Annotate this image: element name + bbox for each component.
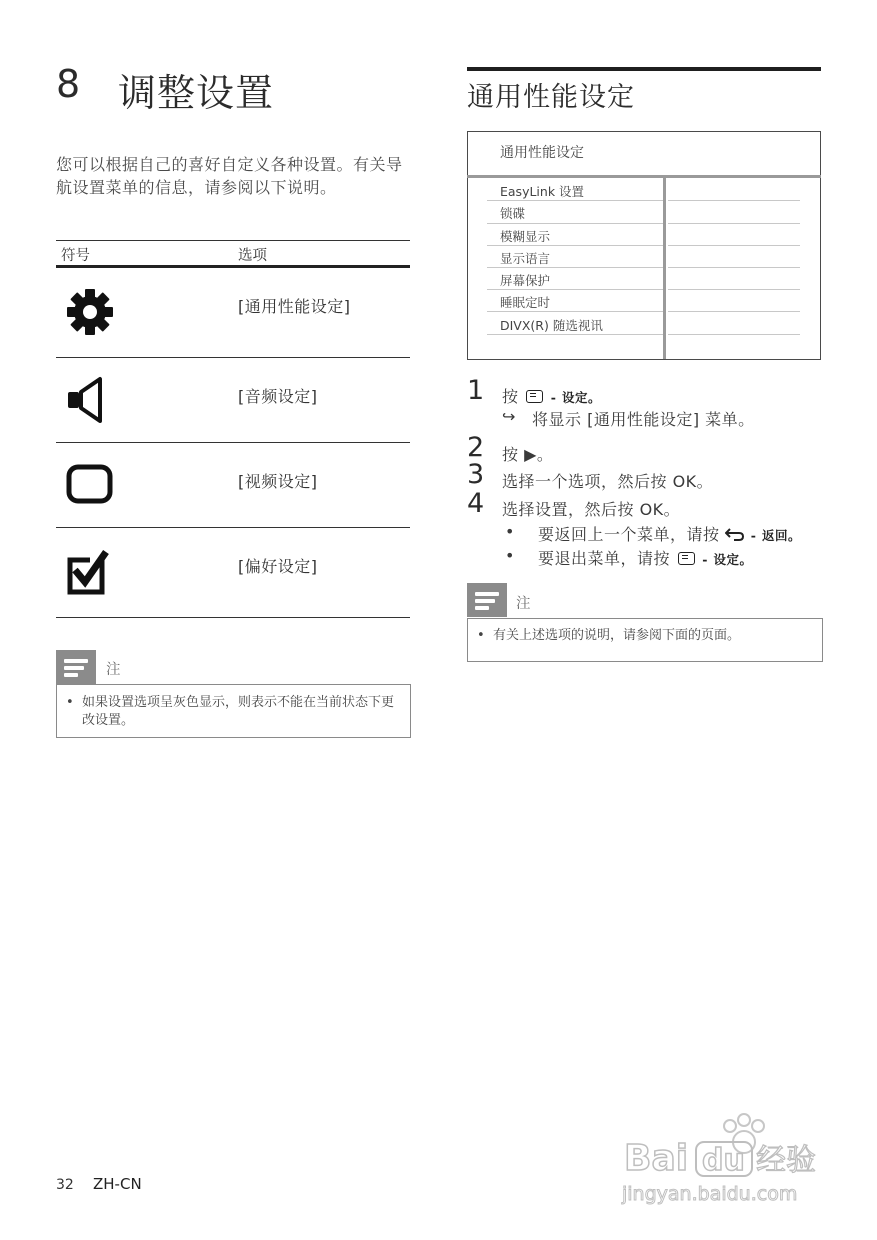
bullet-text: 要返回上一个菜单，请按 - 返回。 [538, 525, 802, 544]
baidu-watermark-logo [620, 1108, 830, 1208]
note-text: 如果设置选项呈灰色显示，则表示不能在当前状态下更改设置。 [82, 695, 395, 728]
menu-item-divx-vod: DIVX(R) 随选视讯 [500, 318, 603, 333]
chapter-title: 调整设置 [118, 71, 275, 115]
bullet-text: 要退出菜单，请按 - 设定。 [538, 549, 753, 568]
menu-item-dim-display: 模糊显示 [500, 229, 551, 244]
menu-item-easylink: EasyLink 设置 [500, 184, 585, 199]
step-number: 3 [467, 459, 485, 490]
section-top-rule [467, 67, 821, 71]
row-divider [56, 442, 410, 443]
chapter-number: 8 [56, 62, 81, 106]
step-text: 选择一个选项，然后按 OK。 [502, 472, 714, 491]
result-arrow-icon: ↪ [502, 407, 516, 426]
menu-item-sleep-timer: 睡眠定时 [500, 295, 551, 310]
note-icon [56, 650, 96, 684]
step-text: 选择设置，然后按 OK。 [502, 500, 681, 519]
menu-item-screensaver: 屏幕保护 [500, 273, 551, 288]
table-header-rule [56, 265, 410, 268]
note-bullet: • [66, 695, 74, 710]
svg-text:经验: 经验 [756, 1143, 816, 1178]
table-bottom-rule [56, 617, 410, 618]
menu-key-icon [526, 390, 543, 403]
speaker-icon [66, 376, 114, 424]
intro-paragraph: 您可以根据自己的喜好自定义各种设置。有关导航设置菜单的信息，请参阅以下说明。 [56, 155, 403, 197]
step-text: 按 ▶。 [502, 445, 554, 464]
option-preference: [偏好设定] [238, 557, 318, 576]
bullet: • [505, 546, 515, 565]
option-general: [通用性能设定] [238, 297, 351, 316]
checkbox-icon [66, 548, 114, 596]
table-header-option: 选项 [238, 248, 267, 264]
step-result: 将显示 [通用性能设定] 菜单。 [532, 410, 755, 429]
option-video: [视频设定] [238, 472, 318, 491]
option-audio: [音频设定] [238, 387, 318, 406]
step-number: 1 [467, 375, 485, 406]
table-header-symbol: 符号 [61, 248, 90, 264]
back-icon [725, 527, 745, 541]
step-text: 按 - 设定。 [502, 387, 602, 406]
note-icon [467, 583, 507, 617]
step-number: 2 [467, 432, 485, 463]
note-label: 注 [516, 596, 531, 612]
menu-item-disc-lock: 锁碟 [500, 206, 526, 221]
note-bullet: • [477, 628, 485, 643]
menu-column-separator [663, 178, 666, 359]
menu-item-language: 显示语言 [500, 251, 551, 266]
screen-icon [66, 461, 114, 509]
svg-text:jingyan.baidu.com: jingyan.baidu.com [622, 1183, 798, 1205]
table-top-rule [56, 240, 410, 241]
svg-text:du: du [702, 1143, 745, 1178]
bullet: • [505, 522, 515, 541]
menu-header: 通用性能设定 [500, 145, 584, 161]
svg-text:Bai: Bai [624, 1138, 689, 1179]
note-text: 有关上述选项的说明，请参阅下面的页面。 [493, 628, 741, 643]
step-number: 4 [467, 488, 485, 519]
gear-icon [66, 288, 114, 336]
row-divider [56, 357, 410, 358]
language-code: ZH-CN [93, 1175, 142, 1193]
page-number: 32 [56, 1177, 74, 1193]
menu-separator [467, 175, 821, 178]
menu-key-icon [678, 552, 695, 565]
section-title: 通用性能设定 [467, 82, 635, 113]
note-label: 注 [106, 662, 121, 678]
row-divider [56, 527, 410, 528]
